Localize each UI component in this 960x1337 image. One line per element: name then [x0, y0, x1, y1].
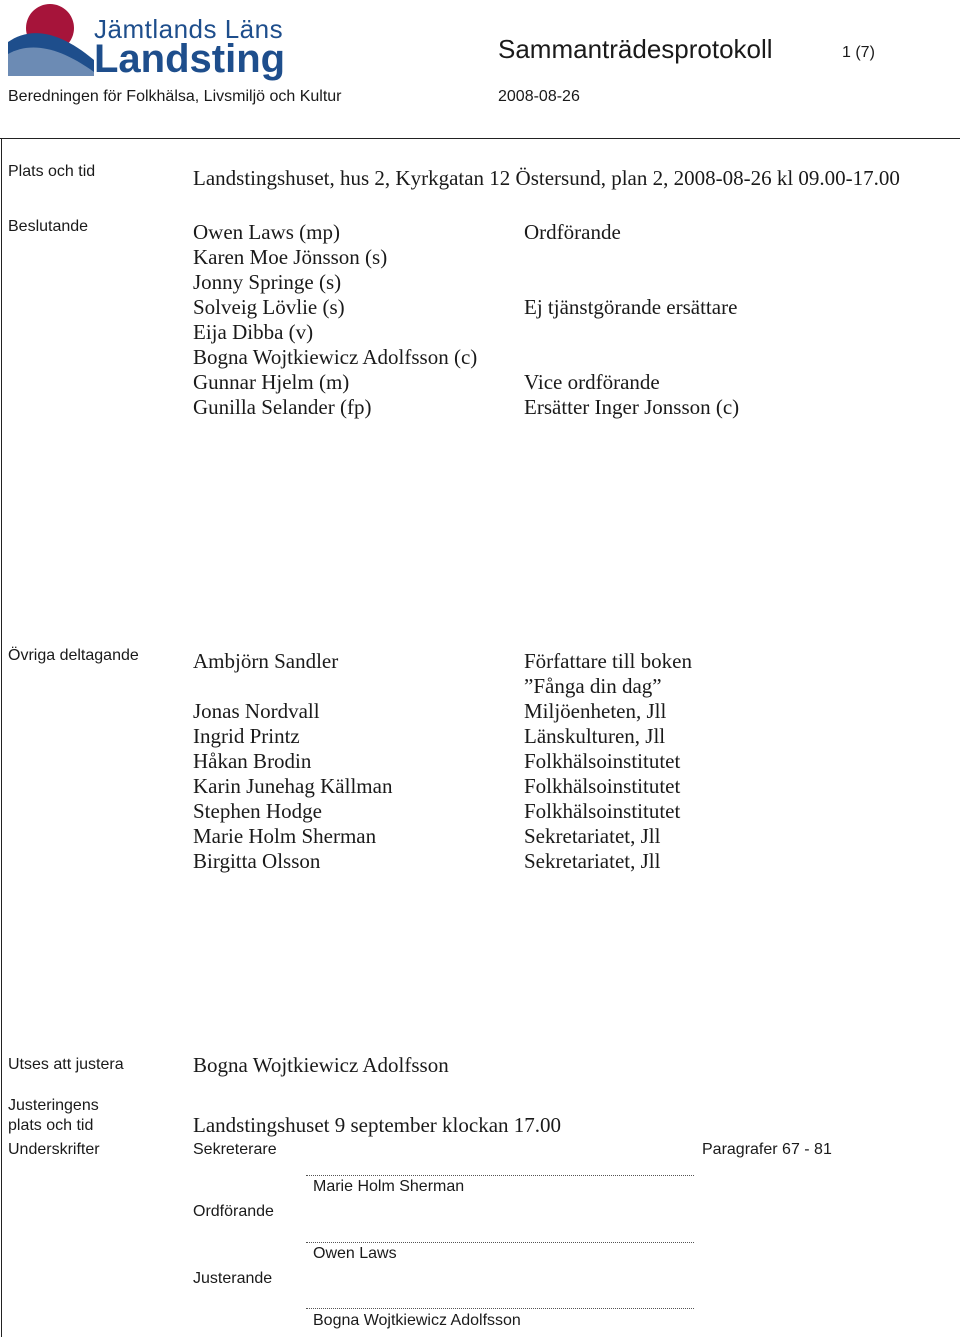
page-number: 1 (7)	[842, 44, 875, 61]
place-time-value: Landstingshuset, hus 2, Kyrkgatan 12 Östersund, plan 2, 2008-08-26 kl 09.00-17.00	[193, 166, 900, 190]
participant-name: Marie Holm Sherman	[193, 824, 377, 848]
deciding-role: Ej tjänstgörande ersättare	[524, 295, 738, 319]
left-border	[1, 138, 2, 1337]
deciding-name: Karen Moe Jönsson (s)	[193, 245, 388, 269]
participant-name: Ingrid Printz	[193, 724, 300, 748]
deciding-role	[524, 345, 739, 370]
deciding-names	[193, 220, 477, 420]
others-names	[193, 649, 392, 874]
participant-role: Sekretariatet, Jll	[524, 849, 661, 873]
participant-name	[193, 674, 392, 699]
signature-role-adjuster: Justerande	[193, 1270, 273, 1287]
participant-role: Folkhälsoinstitutet	[524, 774, 681, 798]
deciding-name: Gunilla Selander (fp)	[193, 395, 372, 419]
adjust-place-value: Landstingshuset 9 september klockan 17.00	[193, 1113, 562, 1137]
others-label: Övriga deltagande	[8, 647, 139, 664]
document-title: Sammanträdesprotokoll	[498, 34, 773, 64]
signature-role-chair: Ordförande	[193, 1203, 274, 1220]
participant-name: Karin Junehag Källman	[193, 774, 393, 798]
place-time-label: Plats och tid	[8, 163, 96, 180]
participant-role: Folkhälsoinstitutet	[524, 799, 681, 823]
participant-name: Jonas Nordvall	[193, 699, 320, 723]
signature-line	[306, 1175, 694, 1176]
deciding-name: Gunnar Hjelm (m)	[193, 370, 350, 394]
participant-role: Länskulturen, Jll	[524, 724, 666, 748]
signature-name-chair: Owen Laws	[313, 1245, 397, 1262]
logo-line2: Landsting	[94, 37, 286, 81]
deciding-roles	[524, 220, 739, 420]
deciding-role: Vice ordförande	[524, 370, 660, 394]
adjuster-label: Utses att justera	[8, 1056, 124, 1073]
participant-role: Miljöenheten, Jll	[524, 699, 667, 723]
logo-line1: Jämtlands Läns	[94, 14, 284, 44]
meeting-date: 2008-08-26	[498, 88, 580, 105]
participant-name: Stephen Hodge	[193, 799, 322, 823]
deciding-role	[524, 245, 739, 270]
participant-name: Ambjörn Sandler	[193, 649, 339, 673]
participant-role: ”Fånga din dag”	[524, 674, 662, 698]
deciding-name: Eija Dibba (v)	[193, 320, 314, 344]
header-divider	[0, 138, 960, 139]
deciding-role	[524, 320, 739, 345]
adjust-place-label-line2: plats och tid	[8, 1117, 94, 1134]
participant-role: Sekretariatet, Jll	[524, 824, 661, 848]
logo	[8, 2, 286, 82]
signature-line	[306, 1242, 694, 1243]
deciding-role	[524, 270, 739, 295]
others-roles	[524, 649, 692, 874]
participant-role: Folkhälsoinstitutet	[524, 749, 681, 773]
deciding-name: Owen Laws (mp)	[193, 220, 340, 244]
committee-name: Beredningen för Folkhälsa, Livsmiljö och Kultur	[8, 88, 342, 105]
signatures-label: Underskrifter	[8, 1141, 100, 1158]
participant-name: Birgitta Olsson	[193, 849, 321, 873]
adjuster-value: Bogna Wojtkiewicz Adolfsson	[193, 1053, 449, 1077]
signature-name-adjuster: Bogna Wojtkiewicz Adolfsson	[313, 1312, 521, 1329]
landsting-logo-icon	[8, 2, 98, 80]
deciding-label: Beslutande	[8, 218, 89, 235]
signature-line	[306, 1308, 694, 1309]
participant-name: Håkan Brodin	[193, 749, 312, 773]
deciding-name: Jonny Springe (s)	[193, 270, 342, 294]
deciding-name: Bogna Wojtkiewicz Adolfsson (c)	[193, 345, 478, 369]
deciding-name: Solveig Lövlie (s)	[193, 295, 345, 319]
signature-name-secretary: Marie Holm Sherman	[313, 1178, 465, 1195]
deciding-role: Ersätter Inger Jonsson (c)	[524, 395, 740, 419]
paragraphs: Paragrafer 67 - 81	[702, 1141, 832, 1158]
signature-role-secretary: Sekreterare	[193, 1141, 277, 1158]
deciding-role: Ordförande	[524, 220, 621, 244]
adjust-place-label-line1: Justeringens	[8, 1097, 99, 1114]
participant-role: Författare till boken	[524, 649, 692, 673]
